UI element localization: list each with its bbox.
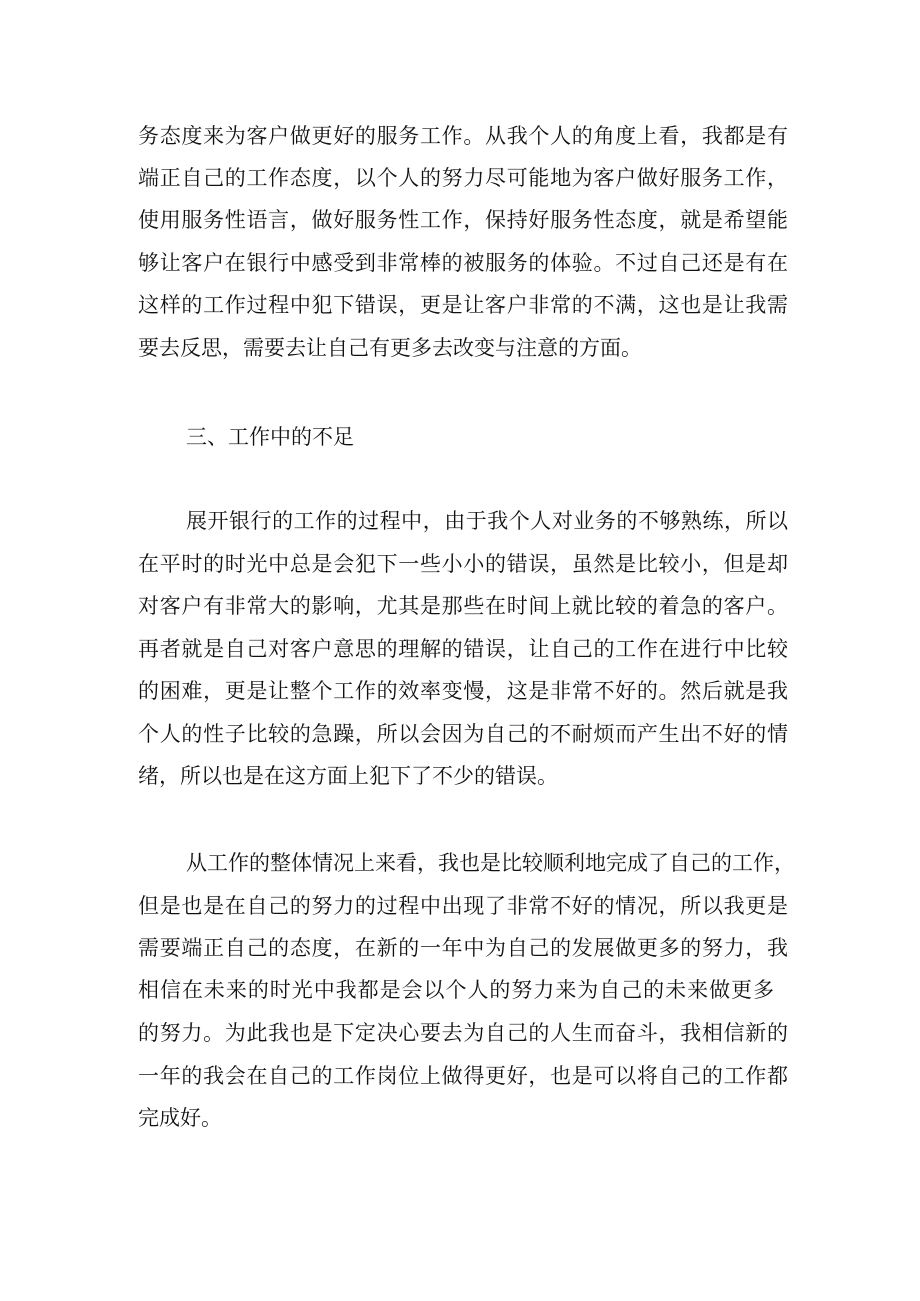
- paragraph-line: 务态度来为客户做更好的服务工作。从我个人的角度上看，我都是有: [138, 124, 788, 148]
- paragraph-line: 从工作的整体情况上来看，我也是比较顺利地完成了自己的工作，: [186, 851, 795, 875]
- paragraph-line: 需要端正自己的态度，在新的一年中为自己的发展做更多的努力，我: [138, 936, 788, 960]
- paragraph-line: 端正自己的工作态度，以个人的努力尽可能地为客户做好服务工作，: [138, 166, 788, 190]
- paragraph-line: 绪，所以也是在这方面上犯下了不少的错误。: [138, 764, 558, 788]
- paragraph-line: 个人的性子比较的急躁，所以会因为自己的不耐烦而产生出不好的情: [138, 722, 788, 746]
- paragraph-line: 的努力。为此我也是下定决心要去为自己的人生而奋斗，我相信新的: [138, 1021, 788, 1045]
- paragraph-line: 展开银行的工作的过程中，由于我个人对业务的不够熟练，所以: [186, 509, 788, 533]
- paragraph-line: 在平时的时光中总是会犯下一些小小的错误，虽然是比较小，但是却: [138, 552, 788, 576]
- paragraph-line: 够让客户在银行中感受到非常棒的被服务的体验。不过自己还是有在: [138, 251, 788, 275]
- paragraph-line: 要去反思，需要去让自己有更多去改变与注意的方面。: [138, 336, 642, 360]
- paragraph-line: 使用服务性语言，做好服务性工作，保持好服务性态度，就是希望能: [138, 208, 788, 232]
- paragraph-line: 再者就是自己对客户意思的理解的错误，让自己的工作在进行中比较: [138, 637, 788, 661]
- paragraph-line: 但是也是在自己的努力的过程中出现了非常不好的情况，所以我更是: [138, 894, 788, 918]
- paragraph-line: 的困难，更是让整个工作的效率变慢，这是非常不好的。然后就是我: [138, 679, 788, 703]
- paragraph-line: 一年的我会在自己的工作岗位上做得更好，也是可以将自己的工作都: [138, 1064, 788, 1088]
- paragraph-line: 相信在未来的时光中我都是会以个人的努力来为自己的未来做更多: [138, 978, 774, 1002]
- section-heading: 三、工作中的不足: [186, 425, 354, 449]
- paragraph-line: 对客户有非常大的影响，尤其是那些在时间上就比较的着急的客户。: [138, 594, 788, 618]
- paragraph-line: 这样的工作过程中犯下错误，更是让客户非常的不满，这也是让我需: [138, 293, 788, 317]
- paragraph-line: 完成好。: [138, 1106, 222, 1130]
